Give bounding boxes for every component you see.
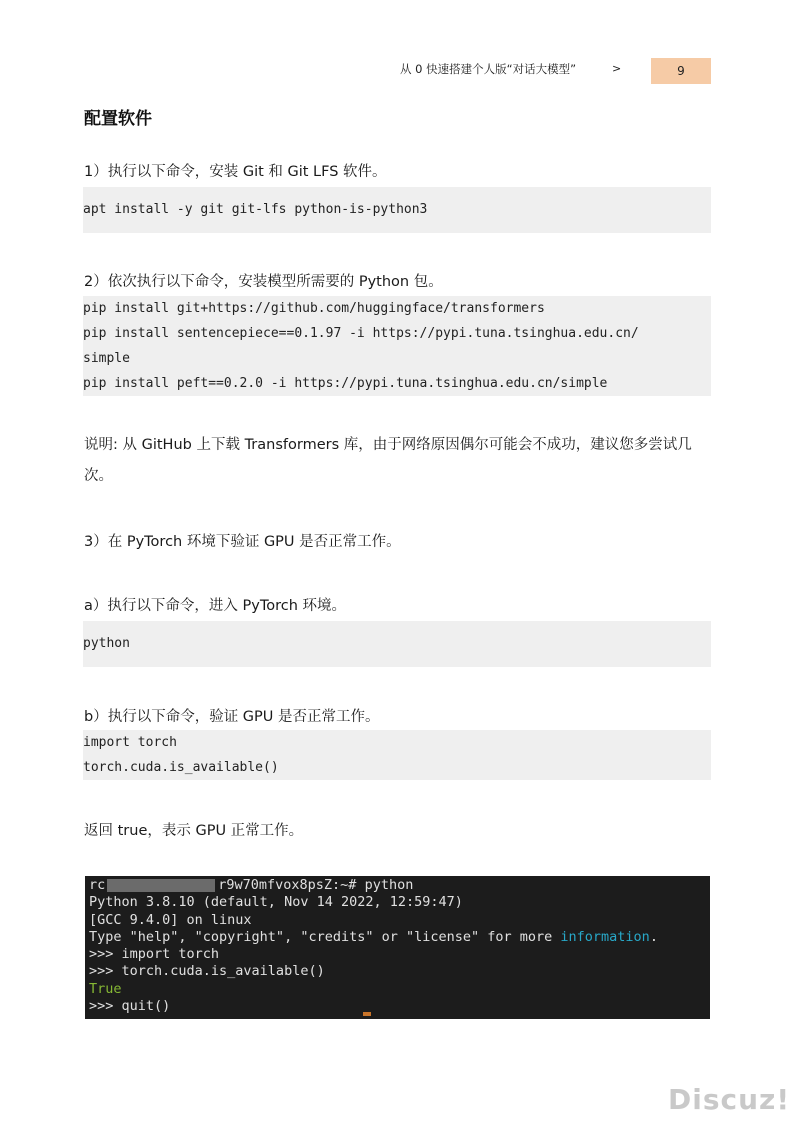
step-1-text: 1）执行以下命令，安装 Git 和 Git LFS 软件。 (84, 164, 387, 180)
step-3b-text: b）执行以下命令，验证 GPU 是否正常工作。 (84, 709, 380, 725)
code-line: simple (83, 351, 130, 366)
code-block-step-1 (83, 187, 711, 233)
section-title: 配置软件 (84, 109, 152, 129)
page-number-badge: 9 (651, 58, 711, 84)
code-line: apt install -y git git-lfs python-is-python3 (83, 202, 428, 217)
code-block-step-2 (83, 296, 711, 396)
code-line: pip install git+https://github.com/huggingface/transformers (83, 301, 545, 316)
code-line: torch.cuda.is_available() (83, 760, 279, 775)
code-block-step-3a (83, 621, 711, 667)
result-text: 返回 true，表示 GPU 正常工作。 (84, 823, 304, 839)
code-line: pip install peft==0.2.0 -i https://pypi.tuna.tsinghua.edu.cn/simple (83, 376, 608, 391)
terminal-line: [GCC 9.4.0] on linux (89, 911, 252, 928)
terminal-line: True (89, 980, 122, 997)
code-line: pip install sentencepiece==0.1.97 -i https://pypi.tuna.tsinghua.edu.cn/ (83, 326, 639, 341)
terminal-line: Python 3.8.10 (default, Nov 14 2022, 12:59:47) (89, 894, 463, 911)
terminal-line: >>> import torch (89, 946, 220, 963)
terminal-screenshot (85, 876, 710, 1019)
terminal-line: Type "help", "copyright", "credits" or "license" for more information. (89, 928, 658, 945)
note-paragraph: 说明: 从 GitHub 上下载 Transformers 库，由于网络原因偶尔可能会不成功，建议您多尝试几次。 (84, 437, 692, 484)
watermark-logo: Discuz! (668, 1083, 791, 1116)
terminal-line: rc r9w70mfvox8psZ:~# python (89, 877, 414, 893)
step-3a-text: a）执行以下命令，进入 PyTorch 环境。 (84, 598, 346, 614)
terminal-line: >>> torch.cuda.is_available() (89, 963, 325, 980)
code-block-step-3b (83, 730, 711, 780)
code-line: python (83, 636, 130, 651)
header-arrow-icon: > (612, 62, 622, 75)
document-header-title: 从 0 快速搭建个人版“对话大模型” (400, 62, 577, 76)
terminal-line: >>> quit() (89, 998, 171, 1015)
step-2-text: 2）依次执行以下命令，安装模型所需要的 Python 包。 (84, 274, 443, 290)
step-3-text: 3）在 PyTorch 环境下验证 GPU 是否正常工作。 (84, 534, 401, 550)
terminal-cursor-fragment (363, 1012, 371, 1016)
redacted-hostname (107, 879, 215, 892)
code-line: import torch (83, 735, 177, 750)
